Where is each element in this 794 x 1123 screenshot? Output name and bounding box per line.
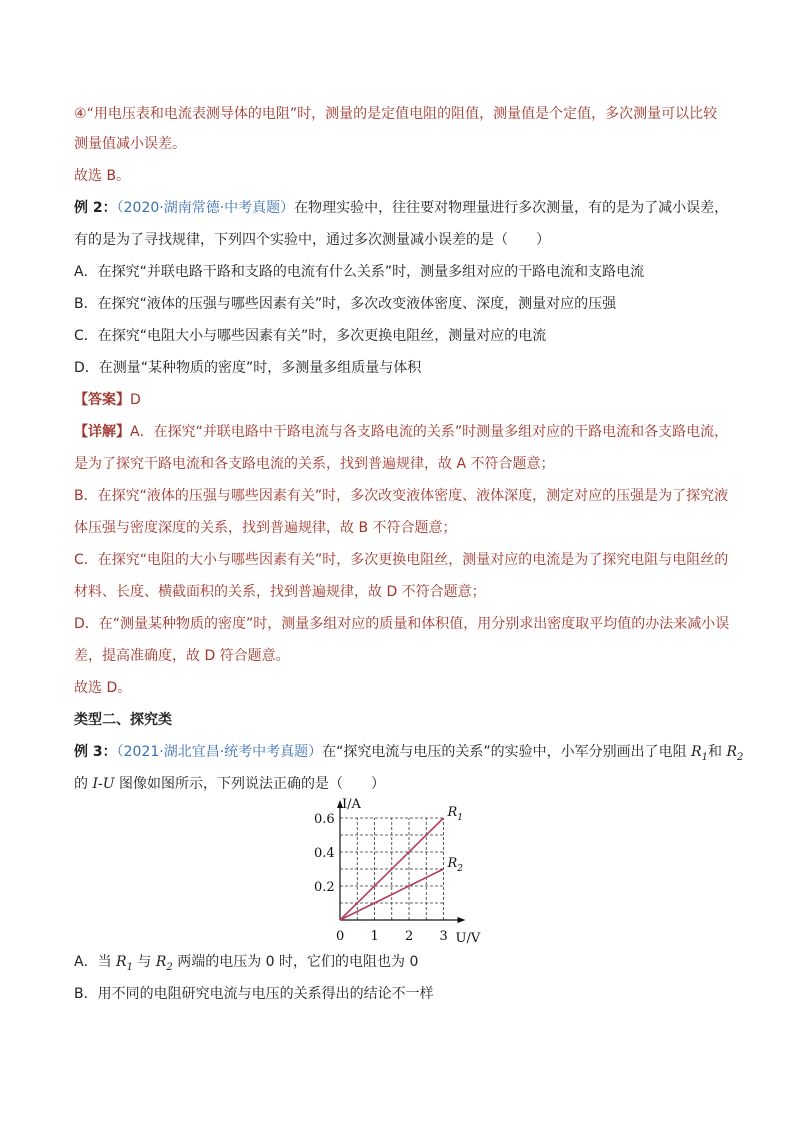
x-tick-label: 2 bbox=[405, 929, 414, 944]
option-d: D．在测量“某种物质的密度”时，多测量多组质量与体积 bbox=[74, 360, 422, 376]
example3-stem-line-2: 的 I-U 图像如图所示，下列说法正确的是（ ） bbox=[74, 776, 385, 792]
detail-a-line-2: 是为了探究干路电流和各支路电流的关系，找到普遍规律，故 A 不符合题意； bbox=[74, 456, 555, 472]
example2-stem-line-1: 例 2：（2020·湖南常德·中考真题）在物理实验中，往往要对物理量进行多次测量，有的是为了减小误差， bbox=[74, 200, 729, 216]
x-tick-label: 0 bbox=[336, 929, 345, 944]
y-axis-label: I/A bbox=[342, 797, 361, 812]
detail-b-line-1: B．在探究“液体的压强与哪些因素有关”时，多次改变液体密度、液体深度，测定对应的压强是为了探究液 bbox=[74, 488, 729, 504]
example-label: 例 3： bbox=[74, 744, 117, 760]
source-tag: （2021·湖北宜昌·统考中考真题） bbox=[116, 744, 323, 760]
option-b: B．在探究“液体的压强与哪些因素有关”时，多次改变液体密度、深度，测量对应的压强 bbox=[74, 296, 617, 312]
x-tick-label: 1 bbox=[370, 929, 379, 944]
detail-b-line-2: 体压强与密度深度的关系，找到普遍规律，故 B 不符合题意； bbox=[74, 520, 457, 536]
detail-a-line-1: 【详解】A．在探究“并联电路中干路电流与各支路电流的关系”时测量多组对应的干路电流和各支路电流， bbox=[74, 424, 729, 440]
i-u-chart bbox=[305, 797, 485, 950]
detail-c-line-2: 材料、长度、横截面积的关系，找到普遍规律，故 D 不符合题意； bbox=[74, 584, 486, 600]
prev-item-line-1: ④“用电压表和电流表测导体的电阻”时，测量的是定值电阻的阻值，测量值是个定值，多次测量可以比较 bbox=[74, 106, 718, 122]
answer: 【答案】D bbox=[74, 392, 141, 408]
x-tick-label: 3 bbox=[439, 929, 448, 944]
y-tick-label: 0.6 bbox=[314, 812, 335, 827]
option-a: A．在探究“并联电路干路和支路的电流有什么关系”时，测量多组对应的干路电流和支路电流 bbox=[74, 264, 645, 280]
example2-conclusion: 故选 D。 bbox=[74, 680, 132, 696]
prev-conclusion: 故选 B。 bbox=[74, 168, 131, 184]
detail-c-line-1: C．在探究“电阻的大小与哪些因素有关”时，多次更换电阻丝，测量对应的电流是为了探究电阻与电阻丝的 bbox=[74, 552, 729, 568]
y-tick-label: 0.4 bbox=[314, 846, 335, 861]
prev-item-line-2: 测量值减小误差。 bbox=[74, 136, 186, 152]
y-tick-label: 0.2 bbox=[314, 880, 335, 895]
x-axis-arrow bbox=[458, 917, 466, 923]
section-title: 类型二、探究类 bbox=[74, 712, 172, 728]
detail-d-line-2: 差，提高准确度，故 D 符合题意。 bbox=[74, 648, 290, 664]
detail-d-line-1: D．在“测量某种物质的密度”时，测量多组对应的质量和体积值，用分别求出密度取平均值的办法来减小误 bbox=[74, 616, 730, 632]
example3-stem-line-1: 例 3：（2021·湖北宜昌·统考中考真题）在“探究电流与电压的关系”的实验中，小军分别画出了电阻 $R_1$和 $R_2$ bbox=[74, 744, 744, 763]
series-r1-label: $R_1$ bbox=[447, 805, 464, 823]
item-marker: ④ bbox=[74, 106, 87, 122]
example-label: 例 2： bbox=[74, 200, 117, 216]
x-axis-label: U/V bbox=[455, 931, 481, 946]
example3-option-b: B．用不同的电阻研究电流与电压的关系得出的结论不一样 bbox=[74, 986, 434, 1002]
source-tag: （2020·湖南常德·中考真题） bbox=[116, 200, 295, 216]
option-c: C．在探究“电阻大小与哪些因素有关”时，多次更换电阻丝，测量对应的电流 bbox=[74, 328, 547, 344]
example3-option-a: A．当 $R_1$ 与 $R_2$ 两端的电压为 0 时，它们的电阻也为 0 bbox=[74, 954, 419, 973]
example2-stem-line-2: 有的是为了寻找规律，下列四个实验中，通过多次测量减小误差的是（ ） bbox=[74, 232, 550, 248]
series-r2-label: $R_2$ bbox=[447, 856, 464, 874]
